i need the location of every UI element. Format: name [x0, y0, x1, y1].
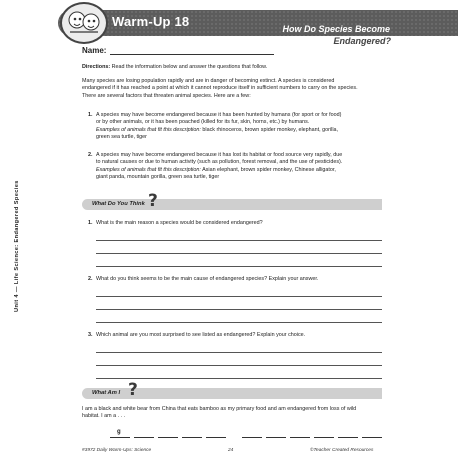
letter-blank[interactable]: [362, 437, 382, 438]
factor-line: A species may have become endangered because it has been hunted by humans (for sport or for food): [96, 112, 342, 118]
cartoon-logo-icon: [60, 2, 108, 44]
name-label: Name:: [82, 46, 107, 55]
letter-blank[interactable]: [158, 437, 178, 438]
letter-blank[interactable]: [206, 437, 226, 438]
directions-label: Directions:: [82, 64, 111, 70]
answer-line[interactable]: [96, 266, 382, 267]
question-mark-icon: ?: [148, 191, 158, 211]
footer-publisher: ©Teacher Created Resources: [310, 448, 374, 453]
intro-paragraph: [82, 78, 382, 100]
unit-side-label: Unit 4 — Life Science: Endangered Species: [14, 180, 20, 312]
answer-line[interactable]: [96, 253, 382, 254]
letter-blank[interactable]: [110, 437, 130, 438]
question-number: 1.: [88, 220, 93, 226]
letter-blank[interactable]: [338, 437, 358, 438]
answer-line[interactable]: [96, 296, 382, 297]
example-label: Examples of animals that fit this description:: [96, 126, 201, 133]
answer-line[interactable]: [96, 309, 382, 310]
riddle-first-letter: g: [117, 429, 121, 435]
example-text: giant panda, mountain gorilla, green sea turtle, tiger: [96, 174, 220, 181]
factor-number: 2.: [88, 152, 93, 158]
letter-blank[interactable]: [242, 437, 262, 438]
what-do-you-think-title: What Do You Think: [92, 201, 145, 207]
factor-number: 1.: [88, 112, 93, 118]
riddle-line: I am a black and white bear from China that eats bamboo as my primary food and am endangered from loss of wild: [82, 406, 357, 412]
answer-line[interactable]: [96, 322, 382, 323]
question-number: 2.: [88, 276, 93, 282]
topic-title-line1: How Do Species Become: [282, 24, 390, 34]
riddle-text: [82, 406, 392, 421]
letter-blank[interactable]: [266, 437, 286, 438]
footer-page-number: 24: [228, 448, 234, 453]
footer-book: #3972 Daily Warm-Ups: Science: [82, 448, 152, 453]
question-mark-icon: ?: [128, 380, 138, 400]
answer-line[interactable]: [96, 240, 382, 241]
topic-title-line2: Endangered?: [333, 35, 391, 46]
question-text: What do you think seems to be the main cause of endangered species? Explain your answer.: [96, 276, 319, 282]
topic-title: [170, 24, 390, 47]
answer-line[interactable]: [96, 365, 382, 366]
riddle-line: habitat. I am a . . .: [82, 413, 126, 420]
example-text: Asian elephant, brown spider monkey, Chinese alligator,: [202, 166, 336, 173]
intro-line: There are several factors that threaten animal species. Here are a few:: [82, 92, 251, 99]
intro-line: Many species are losing population rapidly and are in danger of becoming extinct. A species is considered: [82, 78, 335, 84]
what-am-i-title: What Am I: [92, 390, 121, 396]
example-text: black rhinoceros, brown spider monkey, elephant, gorilla,: [202, 126, 339, 133]
factor-line: or by other animals, or it has been poached (killed for its fur, skin, horns, etc.) by humans.: [96, 119, 310, 126]
letter-blank[interactable]: [134, 437, 154, 438]
what-am-i-bar: [82, 388, 382, 399]
example-text: green sea turtle, tiger: [96, 134, 147, 141]
letter-blank[interactable]: [182, 437, 202, 438]
warmup-title: Warm-Up 18: [112, 14, 190, 29]
factor-line: A species may have become endangered because it has lost its habitat or food source very rapidly, due: [96, 152, 343, 158]
answer-line[interactable]: [96, 352, 382, 353]
question-text: What is the main reason a species would be considered endangered?: [96, 220, 263, 226]
directions: [82, 64, 382, 71]
factor-item: [96, 112, 386, 142]
directions-text: Read the information below and answer the questions that follow.: [111, 64, 268, 70]
factor-line: to natural causes or due to human activity (such as pollution, forest removal, and the use of pesticides).: [96, 159, 343, 166]
answer-line[interactable]: [96, 378, 382, 379]
question-text: Which animal are you most surprised to see listed as endangered? Explain your choice.: [96, 332, 306, 338]
letter-blank[interactable]: [290, 437, 310, 438]
example-label: Examples of animals that fit this description:: [96, 166, 201, 173]
intro-line: endangered if it has reached a point at which it cannot reproduce itself in sufficient numbers to carry on the species.: [82, 85, 358, 92]
question-number: 3.: [88, 332, 93, 338]
factor-item: [96, 152, 386, 182]
name-field[interactable]: [110, 54, 274, 55]
letter-blank[interactable]: [314, 437, 334, 438]
